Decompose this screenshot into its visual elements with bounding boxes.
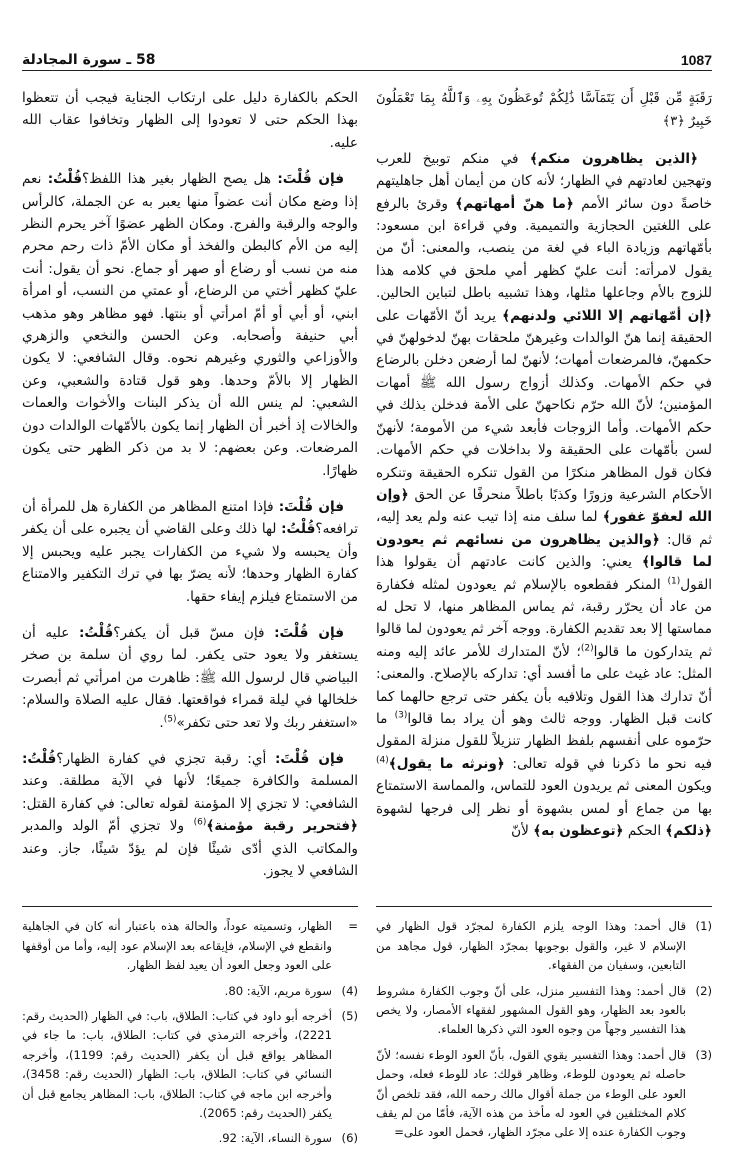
footnote-reference: (2) <box>580 643 594 654</box>
surah-title: 58 ـ سورة المجادلة <box>22 52 159 68</box>
quran-or-qult-bold-text: قُلْتُ: <box>281 521 316 538</box>
quran-or-qult-bold-text: ﴿وإن الله لعفوّ غفور﴾ <box>376 486 712 526</box>
footnote-text: قال أحمد: وهذا التفسير يقوي القول، بأنّ العود الوطء نفسه؛ لأنّ حاصله ثم يعودون للوطء، وظاهر قولك: عاد للوطء فعله، وحمل العود على الوطء من جملة أقوال مالك رحمه الله، فقد تلخص أنّ كلام المختلفين في العود له مأخذ من هذه الآية، فأمّا من لم يقف وجوب الكفارة عنده إلا على مجرّد الظهار، فحمل العود على= <box>376 1047 686 1140</box>
left-text-column <box>22 87 358 896</box>
footnote-text: قال أحمد: وهذا التفسير منزل، على أنّ وجوب الكفارة مشروط بالعود بعد الظهار، وهو القول المشهور لفقهاء الأمصار، ولا يخص هذا التفسير وجهاً من وجوه العود التي ذكرها العلماء. <box>376 983 686 1037</box>
body-text: . <box>159 714 164 731</box>
footnote-text: سورة مريم، الآية: 80. <box>224 983 332 998</box>
footnote <box>376 982 712 1040</box>
quran-or-qult-bold-text: ﴿ونرثه ما يقول﴾ <box>388 755 505 772</box>
text-columns <box>22 87 712 896</box>
footnote-number: (4) <box>341 983 358 998</box>
body-text: فإذا امتنع المظاهر من الكفارة هل للمرأة أن ترافعه؟ <box>22 498 358 538</box>
footnote <box>22 1129 358 1148</box>
quran-or-qult-bold-text: ﴿ذلكم﴾ <box>665 823 712 839</box>
body-text: أي: رقبة تجزي في كفارة الظهار؟ <box>56 750 275 767</box>
footnote-reference: (1) <box>667 576 681 586</box>
footnote-divider-left <box>22 906 358 1154</box>
footnote-number: = <box>348 919 358 934</box>
footnote-text: أخرجه أبو داود في كتاب: الطلاق، باب: في الظهار (الحديث رقم: 2221)، وأخرجه الترمذي في كتاب: الطلاق، باب: ما جاء في المظاهر يواقع قبل أن يكفر (الحديث رقم: 1199)، وأخرجه النسائي في كتاب: الطلاق، باب: الظهار (الحديث رقم: 3458)، وأخرجه ابن ماجه في كتاب: الطلاق، باب: المظاهر يجامع قبل أن يكفر (الحديث رقم: 2065). <box>22 1009 332 1121</box>
footnote <box>22 917 358 975</box>
quran-or-qult-bold-text: ﴿ما هنّ أمهاتهم﴾ <box>455 195 574 212</box>
quran-or-qult-bold-text: ﴿توعظون به﴾ <box>533 823 624 839</box>
footnote-number: (6) <box>341 1131 358 1146</box>
paragraph <box>376 148 712 843</box>
quran-or-qult-bold-text: ﴿فتحرير رقبة مؤمنة﴾ <box>206 818 359 835</box>
body-text: ويكون المعنى ثم يريدون العود للتماس، والمماسة الاستمتاع بها من جماع أو لمس بشهوة أو نظر إلى فرجها لشهوة <box>376 778 712 817</box>
body-text: ما حرّموه على أنفسهم بلفظ الظهار تنزيلاً للقول منزلة المقول فيه نحو ما ذكرنا في قوله تعالى: <box>376 710 713 772</box>
footnote-divider-right <box>376 906 712 1148</box>
footnote-number: (1) <box>695 919 712 934</box>
body-text: يعني: والذين كانت عادتهم أن يقولوا هذا القول <box>376 554 712 593</box>
footnote-number: (3) <box>695 1047 712 1062</box>
paragraph <box>376 87 712 134</box>
body-text: يريد أنّ الأمّهات على الحقيقة إنما هنّ الوالدات وغيرهنّ ملحقات بهنّ لدخولهنّ في حكمهنّ، فالمرضعات أمهات؛ لأنهنّ لما أرضعن دخلن بالرضاع في حكم الأمهات. وكذلك أزواج رسول الله ﷺ أمهات المؤمنين؛ لأنّ الله حرّم نكاحهنّ على الأمة فدخلن بذلك في حكم الأمهات. وأما الزوجات فأبعد شيء من الأمومة؛ لأنهنّ لسن بأمّهات على الحقيقة ولا بداخلات في حكم الأمهات. فكان قول المظاهر منكرًا من القول تنكره الحقيقة وتنكره الأحكام الشرعية وزورًا وكذبًا باطلاً منحرفًا عن الحق <box>376 307 712 503</box>
paragraph <box>22 87 358 154</box>
footnote-number: (2) <box>695 983 712 998</box>
footnote <box>22 1007 358 1123</box>
body-text: لما سلف منه إذا تيب عنه ولم يعد إليه، ثم قال: <box>376 509 712 548</box>
body-text: وقرئ بالرفع على اللغتين الحجازية والتميمية. وفي قراءة ابن مسعود: بأمّهاتهم وزيادة الباء في لغة من ينصب، والمعنى: أنّ من يقول لامرأته: أنت عليّ كظهر أمي ملحق في كلامه هذا للزوج بالأم وجاعلها مثلها، وهذا تشبيه باطل لتباين الحالين. <box>376 195 712 302</box>
footnote-text: سورة النساء، الآية: 92. <box>218 1131 332 1146</box>
footnotes-left <box>22 917 358 1148</box>
quran-or-qult-bold-text: ﴿إن أمّهاتهم إلا اللائي ولدنهم﴾ <box>502 307 712 324</box>
quran-or-qult-bold-text: فإن قُلْتَ: <box>274 624 344 641</box>
right-text-column <box>376 87 712 856</box>
quran-or-qult-bold-text: ﴿الذين يظاهرون منكم﴾ <box>529 150 698 167</box>
footnote <box>376 1046 712 1143</box>
quran-or-qult-bold-text: فإن قُلْتَ: <box>277 171 344 188</box>
running-header <box>22 48 712 71</box>
footnote-reference: (4) <box>376 755 389 766</box>
footnote-text: الظهار، وتسميته عوداً، والحالة هذه باعتبار أنه كان في الجاهلية وانقطع في الإسلام، فإيقاعه بعد الإسلام عود إليه، وأما من أوقفها على العود وجعل العود أن يعيد لفظ الظهار. <box>22 919 332 973</box>
paragraph <box>22 168 358 482</box>
quran-or-qult-bold-text: ﴿والذين يظاهرون من نسائهم ثم يعودون لما قالوا﴾ <box>376 531 712 571</box>
footnote-reference: (6) <box>193 817 207 828</box>
quran-or-qult-bold-text: فإن قُلْتَ: <box>278 498 344 515</box>
quran-or-qult-bold-text: قُلْتُ: <box>47 171 83 188</box>
quran-or-qult-bold-text: فإن قُلْتَ: <box>274 750 344 767</box>
footnotes-area <box>22 906 712 1154</box>
body-text: عليه أن يستغفر ولا يعود حتى يكفر. لما روي أن سلمة بن صخر البياضي قال لرسول الله ﷺ: ظاهرت من امرأتي ثم أبصرت خلخالها في ليلة قمراء فواقعتها. فقال عليه الصلاة والسلام: «استغفر ربك ولا تعد حتى تكفر» <box>22 624 358 731</box>
body-text: هل يصح الظهار بغير هذا اللفظ؟ <box>82 171 278 188</box>
footnote <box>376 917 712 975</box>
body-text: الحكم <box>623 823 666 839</box>
body-text: المسلمة والكافرة جميعًا؛ لأنها في الآية مطلقة. وعند الشافعي: لا تجزي إلا المؤمنة لقوله تعالى: في كفارة القتل: <box>22 773 358 812</box>
quran-or-qult-bold-text: قُلْتُ: <box>22 750 57 767</box>
footnote-number: (5) <box>341 1009 358 1024</box>
body-text: المنكر فقطعوه بالإسلام ثم يعودون لمثله فكفارة من عاد أن يحرّر رقبة، ثم يماس المظاهر منها، لا تحل له مماستها إلا بعد تقديم الكفارة. ووجه آخر ثم يعودون لما قالوا ثم يتداركون ما قالوا <box>376 576 712 660</box>
body-text: لها ذلك وعلى القاضي أن يجبره على أن يكفر وأن يحبسه ولا شيء من الكفارات يجبر عليه ويحبس إلا كفارة الظهار وحدها؛ لأنه يضرّ بها في ترك التكفير والامتناع من الاستمتاع فيلزم إيفاء حقها. <box>22 521 358 605</box>
body-text: نعم إذا وضع مكان أنت عضواً منها يعبر به عن الجملة، كالرأس والوجه والرقبة والفرج. ومكان الظهر عضوًا آخر يحرم النظر إليه من الأم كالبطن والفخذ أو مكان الأمّ ذات رحم محرم منه من نسب أو رضاع أو صهر أو جماع. نحو أن يقول: أنت عليّ كظهر أختي من الرضاع، أو عمتي من النسب، أو امرأة ابني، أو أبي أو أمّ امرأتي أو بنتها. فهو مظاهر وهو مذهب أبي حنيفة وأصحابه. وعن الحسن والنخعي والزهري والأوزاعي والثوري وغيرهم نحوه. وقال الشافعي: لا يكون الظهار إلا بالأمّ وحدها. وهو قول قتادة والشعبي، وعن الشعبي: لم ينس الله أن يذكر البنات والأخوات والعمات والخالات إذ أخبر أن الظهار إنما يكون بالأمّهات الوالدات دون المرضعات. وعن بعضهم: لا بد من ذكر الظهر حتى يكون ظهارًا. <box>22 171 358 479</box>
body-text: فإن مسّ قبل أن يكفر؟ <box>113 624 275 641</box>
body-text: ولا تجزي أمّ الولد والمدبر والمكاتب الذي أدّى شيئًا فإن لم يؤدّ شيئًا، جاز. وعند الشافعي لا يجوز. <box>22 818 358 879</box>
body-text: ؛ لأنّ المتدارك للأمر عائد إليه ومنه المثل: عاد غيث على ما أفسد أي: تداركه بالإصلاح. والمعنى: أنّ تدارك هذا القول وتلافيه بأن يكفر حتى ترجع حالهما كما كانت قبل الظهار. ووجه ثالث وهو أن يراد بما قالوا <box>376 643 713 727</box>
body-text: في منكم توبيخ للعرب وتهجين لعادتهم في الظهار؛ لأنه كان من أيمان أهل جاهليتهم خاصةً دون سائر الأمم <box>376 150 712 212</box>
paragraph <box>22 748 358 882</box>
footnote-reference: (5) <box>163 714 177 725</box>
footnote-reference: (3) <box>394 710 408 721</box>
page-number: 1087 <box>677 52 712 68</box>
footnote-text: قال أحمد: وهذا الوجه يلزم الكفارة لمجرّد قول الظهار في الإسلام لا غير، والقول بوجوبها بمجرّد الظهار، قول مجاهد من التابعين، وسفيان من الفقهاء. <box>376 919 686 973</box>
paragraph <box>22 496 358 608</box>
body-text: لأنّ <box>511 823 534 839</box>
footnote <box>22 982 358 1001</box>
footnotes-right <box>376 917 712 1142</box>
quran-or-qult-bold-text: قُلْتُ: <box>78 624 114 641</box>
quran-verse: رَقَبَةٍ مِّن قَبْلِ أَن يَتَمَآسَّا ذَٰلِكُمْ تُوعَظُونَ بِهِۦ وَٱللَّهُ بِمَا تَعْمَلُونَ خَبِيرٌ ﴿٣﴾ <box>376 91 712 130</box>
paragraph <box>22 622 358 734</box>
body-text: الحكم بالكفارة دليل على ارتكاب الجناية فيجب أن تتعظوا بهذا الحكم حتى لا تعودوا إلى الظهار وتخافوا عقاب الله عليه. <box>22 90 358 151</box>
